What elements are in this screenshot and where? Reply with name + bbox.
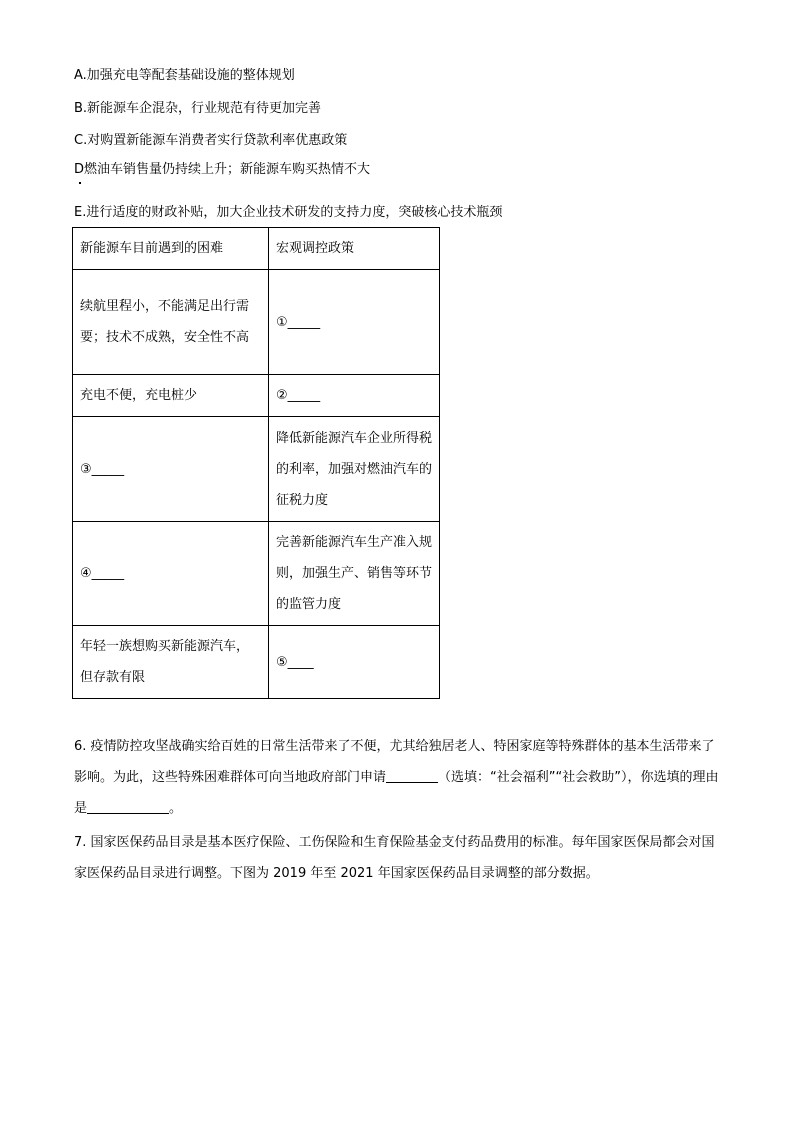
option-c: C.对购置新能源车消费者实行贷款利率优惠政策 — [74, 133, 348, 148]
table-row — [73, 522, 440, 626]
question-6 — [74, 731, 722, 824]
table-cell: 完善新能源汽车生产准入规则，加强生产、销售等环节的监管力度 — [269, 522, 440, 626]
option-b: B.新能源车企混杂，行业规范有待更加完善 — [74, 101, 322, 116]
option-a: A.加强充电等配套基础设施的整体规划 — [74, 68, 295, 83]
table-cell: 降低新能源汽车企业所得税的利率，加强对燃油汽车的征税力度 — [269, 417, 440, 522]
policy-table — [72, 227, 440, 699]
table-row — [73, 270, 440, 375]
table-cell: ②_____ — [269, 375, 440, 417]
table-cell: 充电不便，充电桩少 — [73, 375, 269, 417]
option-e: E.进行适度的财政补贴，加大企业技术研发的支持力度，突破核心技术瓶颈 — [74, 205, 503, 220]
table-header-policy: 宏观调控政策 — [269, 228, 440, 270]
table-cell: 年轻一族想购买新能源汽车，但存款有限 — [73, 626, 269, 699]
table-cell: ⑤____ — [269, 626, 440, 699]
question-6-end: 。 — [169, 801, 183, 816]
table-cell: ④_____ — [73, 522, 269, 626]
table-row — [73, 375, 440, 417]
table-cell: ①_____ — [269, 270, 440, 375]
answer-blank-1[interactable] — [386, 768, 438, 783]
table-header-difficulty: 新能源车目前遇到的困难 — [73, 228, 269, 270]
question-6-options: （选填：“社会福利”“社会救助”），你选填的理由是 — [74, 770, 719, 816]
table-row — [73, 417, 440, 522]
table-cell: 续航里程小，不能满足出行需要；技术不成熟，安全性不高 — [73, 270, 269, 375]
stray-dot — [79, 182, 81, 184]
answer-blank-2[interactable] — [87, 799, 169, 814]
question-6-text: 6. 疫情防控攻坚战确实给百姓的日常生活带来了不便，尤其给独居老人、特困家庭等特殊群体的基本生活带来了影响。为此，这些特殊困难群体可向当地政府部门申请 — [74, 739, 715, 785]
table-row — [73, 626, 440, 699]
table-cell: ③_____ — [73, 417, 269, 522]
option-d: D燃油车销售量仍持续上升；新能源车购买热情不大 — [74, 162, 371, 177]
question-7: 7. 国家医保药品目录是基本医疗保险、工伤保险和生育保险基金支付药品费用的标准。每年国家医保局都会对国家医保药品目录进行调整。下图为 2019 年至 2021 年国家医保药品目录调整的部分数据。 — [74, 835, 715, 881]
